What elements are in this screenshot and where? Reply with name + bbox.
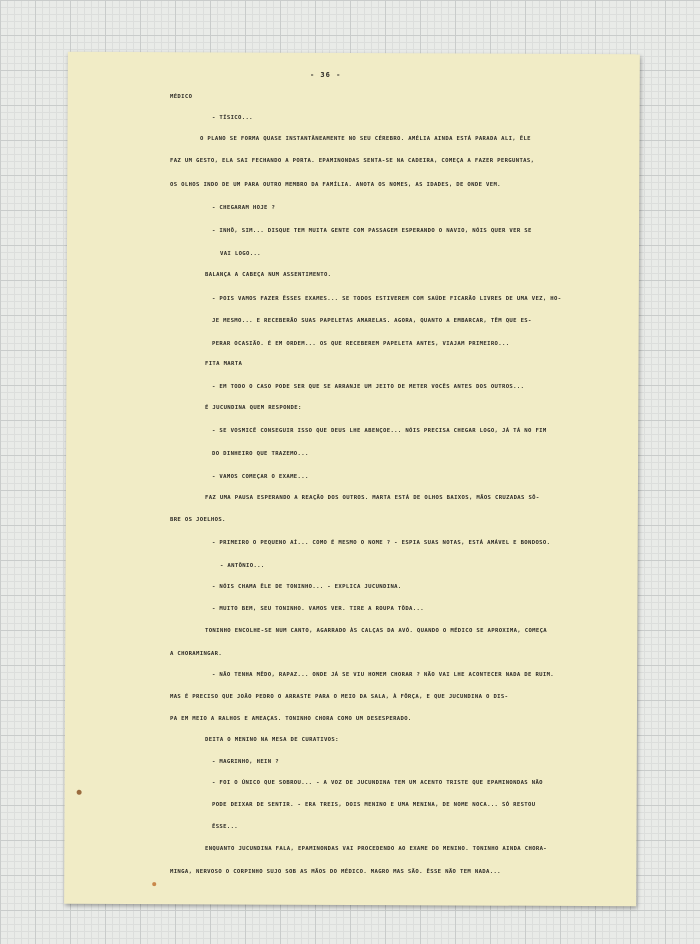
text-line: - INHÔ, SIM... DISQUE TEM MUITA GENTE COM PASSAGEM ESPERANDO O NAVIO, NÓIS QUER VER SE bbox=[212, 228, 532, 234]
text-line: O PLANO SE FORMA QUASE INSTANTÂNEAMENTE NO SEU CÉREBRO. AMÉLIA AINDA ESTÁ PARADA ALI, ÊLE bbox=[200, 136, 531, 142]
text-line: PA EM MEIO A RALHOS E AMEAÇAS. TONINHO CHORA COMO UM DESESPERADO. bbox=[170, 716, 412, 722]
text-line: JE MESMO... E RECEBERÃO SUAS PAPELETAS AMARELAS. AGORA, QUANTO A EMBARCAR, TÊM QUE ES- bbox=[212, 318, 532, 324]
text-line: BALANÇA A CABEÇA NUM ASSENTIMENTO. bbox=[205, 272, 332, 278]
page-number: - 36 - bbox=[310, 71, 342, 79]
punch-mark bbox=[77, 790, 82, 795]
text-line: FAZ UMA PAUSA ESPERANDO A REAÇÃO DOS OUTROS. MARTA ESTÁ DE OLHOS BAIXOS, MÃOS CRUZADAS SÔ- bbox=[205, 495, 540, 501]
text-line: A CHORAMINGAR. bbox=[170, 651, 223, 657]
text-line: - SE VOSMICÊ CONSEGUIR ISSO QUE DEUS LHE ABENÇOE... NÓIS PRECISA CHEGAR LOGO, JÁ TÁ NO FIM bbox=[212, 428, 547, 434]
text-line: - NÓIS CHAMA ÊLE DE TONINHO... - EXPLICA JUCUNDINA. bbox=[212, 584, 402, 590]
text-line: TONINHO ENCOLHE-SE NUM CANTO, AGARRADO ÀS CALÇAS DA AVÓ. QUANDO O MÉDICO SE APROXIMA, COMEÇA bbox=[205, 628, 548, 634]
text-line: MÉDICO bbox=[170, 94, 193, 100]
rust-spot bbox=[152, 882, 156, 886]
text-line: - TÍSICO... bbox=[212, 115, 253, 121]
text-line: - PRIMEIRO O PEQUENO AÍ... COMO É MESMO O NOME ? - ESPIA SUAS NOTAS, ESTÁ AMÁVEL E BONDOSO. bbox=[212, 540, 551, 546]
text-line: DEITA O MENINO NA MESA DE CURATIVOS: bbox=[205, 737, 339, 743]
text-line: VAI LOGO... bbox=[220, 251, 261, 257]
text-line: FITA MARTA bbox=[205, 361, 243, 367]
text-line: PERAR OCASIÃO. É EM ORDEM... OS QUE RECEBEREM PAPELETA ANTES, VIAJAM PRIMEIRO... bbox=[212, 341, 510, 347]
text-line: - NÃO TENHA MÊDO, RAPAZ... ONDE JÁ SE VIU HOMEM CHORAR ? NÃO VAI LHE ACONTECER NADA DE RUIM. bbox=[212, 672, 555, 678]
typewritten-page bbox=[64, 52, 640, 906]
text-line: É JUCUNDINA QUEM RESPONDE: bbox=[205, 405, 302, 411]
text-line: - VAMOS COMEÇAR O EXAME... bbox=[212, 474, 309, 480]
text-line: - ANTÔNIO... bbox=[220, 563, 265, 569]
text-line: - EM TODO O CASO PODE SER QUE SE ARRANJE UM JEITO DE METER VOCÊS ANTES DOS OUTROS... bbox=[212, 384, 525, 390]
text-line: - CHEGARAM HOJE ? bbox=[212, 205, 276, 211]
text-line: FAZ UM GESTO, ELA SAI FECHANDO A PORTA. EPAMINONDAS SENTA-SE NA CADEIRA, COMEÇA A FAZER PERGUNTAS, bbox=[170, 158, 535, 164]
text-line: MINGA, NERVOSO O CORPINHO SUJO SOB AS MÃOS DO MÉDICO. MAGRO MAS SÃO. ÊSSE NÃO TEM NADA... bbox=[170, 869, 501, 875]
text-line: - POIS VAMOS FAZER ÊSSES EXAMES... SE TODOS ESTIVEREM COM SAÚDE FICARÃO LIVRES DE UMA VEZ, HO- bbox=[212, 296, 562, 302]
text-line: DO DINHEIRO QUE TRAZEMO... bbox=[212, 451, 309, 457]
text-line: OS OLHOS INDO DE UM PARA OUTRO MEMBRO DA FAMÍLIA. ANOTA OS NOMES, AS IDADES, DE ONDE VEM. bbox=[170, 182, 501, 188]
text-line: BRE OS JOELHOS. bbox=[170, 517, 226, 523]
text-line: ÊSSE... bbox=[212, 824, 239, 830]
text-line: - FOI O ÚNICO QUE SOBROU... - A VOZ DE JUCUNDINA TEM UM ACENTO TRISTE QUE EPAMINONDAS NÃO bbox=[212, 780, 543, 786]
text-line: - MUITO BEM, SEU TONINHO. VAMOS VER. TIRE A ROUPA TÔDA... bbox=[212, 606, 424, 612]
text-line: - MAGRINHO, HEIN ? bbox=[212, 759, 279, 765]
text-line: MAS É PRECISO QUE JOÃO PEDRO O ARRASTE PARA O MEIO DA SALA, À FÔRÇA, E QUE JUCUNDINA O DIS- bbox=[170, 694, 509, 700]
text-line: PODE DEIXAR DE SENTIR. - ERA TREIS, DOIS MENINO E UMA MENINA, DE NOME NOCA... SÓ RESTOU bbox=[212, 802, 536, 808]
text-line: ENQUANTO JUCUNDINA FALA, EPAMINONDAS VAI PROCEDENDO AO EXAME DO MENINO. TONINHO AINDA CHORA- bbox=[205, 846, 548, 852]
